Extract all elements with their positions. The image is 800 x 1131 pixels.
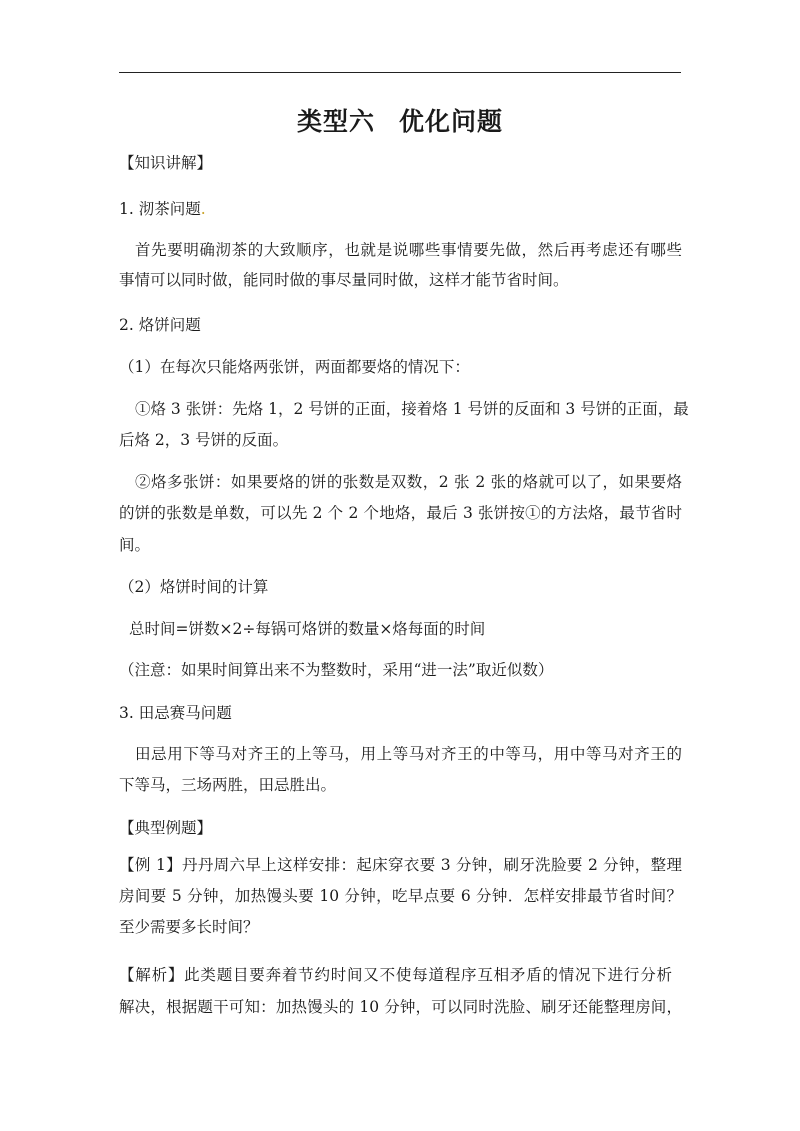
knowledge-header: 【知识讲解】 — [119, 154, 213, 172]
item2-sub1: （1）在每次只能烙两张饼，两面都要烙的情况下： — [119, 358, 470, 376]
example1-line: 至少需要多长时间？ — [119, 918, 259, 936]
item2-case1-line: 后烙 2，3 号饼的反面。 — [119, 431, 289, 449]
item2-case2-line: 间。 — [119, 536, 151, 554]
item3-body-line: 田忌用下等马对齐王的上等马，用上等马对齐王的中等马，用中等马对齐王的 — [135, 745, 682, 763]
item1-title-text: 1. 沏茶问题 — [119, 200, 201, 218]
item2-case2-line: ②烙多张饼：如果要烙的饼的张数是双数，2 张 2 张的烙就可以了，如果要烙 — [135, 473, 682, 491]
page-title — [0, 102, 800, 138]
title-part2: 优化问题 — [399, 107, 504, 136]
item2-sub2: （2）烙饼时间的计算 — [119, 578, 269, 596]
example1-line: 【例 1】丹丹周六早上这样安排：起床穿衣要 3 分钟，刷牙洗脸要 2 分钟，整理 — [119, 856, 682, 874]
item1-body-line: 事情可以同时做，能同时做的事尽量同时做，这样才能节省时间。 — [119, 271, 569, 289]
item2-case2-line: 的饼的张数是单数，可以先 2 个 2 个地烙，最后 3 张饼按①的方法烙，最节省时 — [119, 504, 682, 522]
header-rule — [119, 72, 681, 73]
item1-title-dot: . — [200, 200, 206, 218]
item3-body-line: 下等马，三场两胜，田忌胜出。 — [119, 776, 337, 794]
analysis-line: 【解析】此类题目要奔着节约时间又不使每道程序互相矛盾的情况下进行分析 — [119, 966, 672, 984]
item2-note: （注意：如果时间算出来不为整数时，采用“进一法”取近似数） — [119, 661, 554, 679]
item2-title: 2. 烙饼问题 — [119, 316, 201, 334]
item2-case1-line: ①烙 3 张饼：先烙 1，2 号饼的正面，接着烙 1 号饼的反面和 3 号饼的正面，最 — [135, 400, 689, 418]
item1-body-line: 首先要明确沏茶的大致顺序，也就是说哪些事情要先做，然后再考虑还有哪些 — [135, 241, 682, 259]
title-part1: 类型六 — [296, 107, 375, 136]
item3-title: 3. 田忌赛马问题 — [119, 704, 232, 722]
item1-title — [119, 199, 689, 219]
examples-header: 【典型例题】 — [119, 819, 213, 837]
analysis-line: 解决，根据题干可知：加热馒头的 10 分钟，可以同时洗脸、刷牙还能整理房间， — [119, 998, 682, 1016]
example1-line: 房间要 5 分钟，加热馒头要 10 分钟，吃早点要 6 分钟．怎样安排最节省时间？ — [119, 887, 682, 905]
item2-formula: 总时间=饼数×2÷每锅可烙饼的数量×烙每面的时间 — [129, 620, 486, 638]
